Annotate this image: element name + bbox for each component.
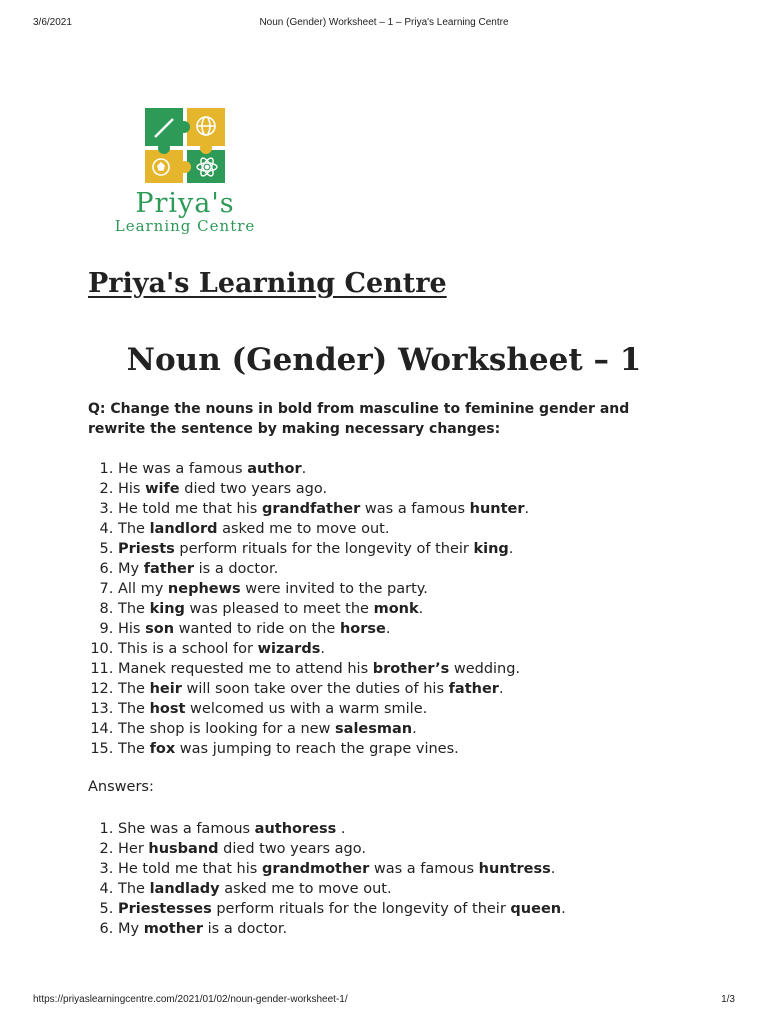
footer-url: https://priyaslearningcentre.com/2021/01/02/noun-gender-worksheet-1/ bbox=[33, 994, 348, 1005]
question-item bbox=[118, 559, 718, 579]
sentence-text: He was a famous bbox=[118, 461, 248, 477]
question-item bbox=[118, 519, 718, 539]
question-item bbox=[118, 699, 718, 719]
bold-noun: host bbox=[149, 701, 186, 717]
sentence-text: Manek requested me to attend his bbox=[118, 661, 373, 677]
sentence-text: He told me that his bbox=[118, 861, 262, 877]
bold-noun: son bbox=[145, 621, 175, 637]
bold-noun: monk bbox=[373, 601, 419, 617]
bold-noun: wife bbox=[145, 481, 180, 497]
answer-item bbox=[118, 819, 718, 839]
sentence-text: The bbox=[118, 701, 150, 717]
sentence-text: wedding. bbox=[449, 661, 521, 677]
sentence-text: The shop is looking for a new bbox=[118, 721, 336, 737]
bold-noun: grandmother bbox=[261, 861, 370, 877]
bold-noun: authoress bbox=[254, 821, 337, 837]
sentence-text: . bbox=[418, 601, 424, 617]
bold-noun: nephews bbox=[167, 581, 241, 597]
bold-noun: huntress bbox=[478, 861, 551, 877]
sentence-text: He told me that his bbox=[118, 501, 262, 517]
question-item bbox=[118, 639, 718, 659]
bold-noun: landlady bbox=[149, 881, 220, 897]
sentence-text: She was a famous bbox=[118, 821, 255, 837]
bold-noun: king bbox=[149, 601, 185, 617]
question-item bbox=[118, 479, 718, 499]
answer-item bbox=[118, 879, 718, 899]
site-title-link[interactable]: Priya's Learning Centre bbox=[88, 268, 447, 299]
footer-page-number: 1/3 bbox=[721, 994, 735, 1005]
question-item bbox=[118, 659, 718, 679]
bold-noun: salesman bbox=[335, 721, 413, 737]
bold-noun: husband bbox=[148, 841, 219, 857]
sentence-text: . bbox=[412, 721, 417, 737]
question-item bbox=[118, 499, 718, 519]
bold-noun: heir bbox=[149, 681, 182, 697]
sentence-text: All my bbox=[118, 581, 168, 597]
answer-item bbox=[118, 859, 718, 879]
sentence-text: wanted to ride on the bbox=[174, 621, 340, 637]
sentence-text: Her bbox=[118, 841, 149, 857]
bold-noun: queen bbox=[510, 901, 562, 917]
sentence-text: My bbox=[118, 561, 144, 577]
answers-heading: Answers: bbox=[88, 779, 154, 795]
bold-noun: brother’s bbox=[372, 661, 450, 677]
bold-noun: wizards bbox=[257, 641, 321, 657]
sentence-text: The bbox=[118, 521, 150, 537]
questions-list bbox=[88, 459, 718, 759]
question-item bbox=[118, 619, 718, 639]
bold-noun: horse bbox=[339, 621, 386, 637]
sentence-text: . bbox=[320, 641, 325, 657]
sentence-text: died two years ago. bbox=[218, 841, 366, 857]
page-title: Noun (Gender) Worksheet – 1 bbox=[126, 342, 642, 378]
sentence-text: asked me to move out. bbox=[217, 521, 390, 537]
sentence-text: was a famous bbox=[360, 501, 470, 517]
question-instruction: Q: Change the nouns in bold from masculine to feminine gender and rewrite the sentence by making necessary changes: bbox=[88, 401, 630, 437]
bold-noun: father bbox=[143, 561, 195, 577]
sentence-text: . bbox=[301, 461, 307, 477]
sentence-text: This is a school for bbox=[118, 641, 258, 657]
answer-item bbox=[118, 919, 718, 939]
sentence-text: The bbox=[118, 681, 150, 697]
question-item bbox=[118, 539, 718, 559]
sentence-text: His bbox=[118, 481, 146, 497]
logo-text-learning-centre: Learning Centre bbox=[114, 217, 256, 235]
sentence-text: was jumping to reach the grape vines. bbox=[175, 741, 459, 757]
sentence-text: His bbox=[118, 621, 146, 637]
bold-noun: hunter bbox=[469, 501, 525, 517]
sentence-text: asked me to move out. bbox=[219, 881, 392, 897]
sentence-text: perform rituals for the longevity of their bbox=[211, 901, 511, 917]
sentence-text: was a famous bbox=[369, 861, 479, 877]
bold-noun: author bbox=[247, 461, 302, 477]
bold-noun: king bbox=[473, 541, 509, 557]
puzzle-piece-yellow-top-right bbox=[187, 108, 225, 146]
bold-noun: Priestesses bbox=[118, 901, 212, 917]
bold-noun: mother bbox=[143, 921, 204, 937]
bold-noun: Priests bbox=[118, 541, 175, 557]
sentence-text: The bbox=[118, 881, 150, 897]
question-item bbox=[118, 599, 718, 619]
sentence-text: . bbox=[508, 541, 514, 557]
sentence-text: is a doctor. bbox=[194, 561, 279, 577]
print-date: 3/6/2021 bbox=[33, 17, 72, 28]
sentence-text: . bbox=[561, 901, 566, 917]
question-item bbox=[118, 719, 718, 739]
question-item bbox=[118, 579, 718, 599]
sentence-text: . bbox=[498, 681, 504, 697]
answer-item bbox=[118, 899, 718, 919]
logo-text-priyas: Priya's bbox=[135, 188, 235, 219]
sentence-text: My bbox=[118, 921, 144, 937]
print-page-title: Noun (Gender) Worksheet – 1 – Priya's Learning Centre bbox=[259, 17, 509, 28]
sentence-text: welcomed us with a warm smile. bbox=[185, 701, 428, 717]
answers-list bbox=[88, 819, 718, 939]
sentence-text: . bbox=[550, 861, 556, 877]
question-item bbox=[118, 459, 718, 479]
question-item bbox=[118, 679, 718, 699]
sentence-text: perform rituals for the longevity of their bbox=[174, 541, 474, 557]
sentence-text: will soon take over the duties of his bbox=[181, 681, 449, 697]
question-item bbox=[118, 739, 718, 759]
sentence-text: The bbox=[118, 741, 150, 757]
sentence-text: . bbox=[385, 621, 391, 637]
sentence-text: The bbox=[118, 601, 150, 617]
bold-noun: landlord bbox=[149, 521, 218, 537]
answer-item bbox=[118, 839, 718, 859]
sentence-text: were invited to the party. bbox=[240, 581, 428, 597]
bold-noun: fox bbox=[149, 741, 176, 757]
sentence-text: died two years ago. bbox=[179, 481, 328, 497]
bold-noun: father bbox=[448, 681, 499, 697]
sentence-text: was pleased to meet the bbox=[184, 601, 374, 617]
sentence-text: . bbox=[524, 501, 530, 517]
sentence-text: . bbox=[336, 821, 346, 837]
bold-noun: grandfather bbox=[261, 501, 361, 517]
sentence-text: is a doctor. bbox=[203, 921, 288, 937]
